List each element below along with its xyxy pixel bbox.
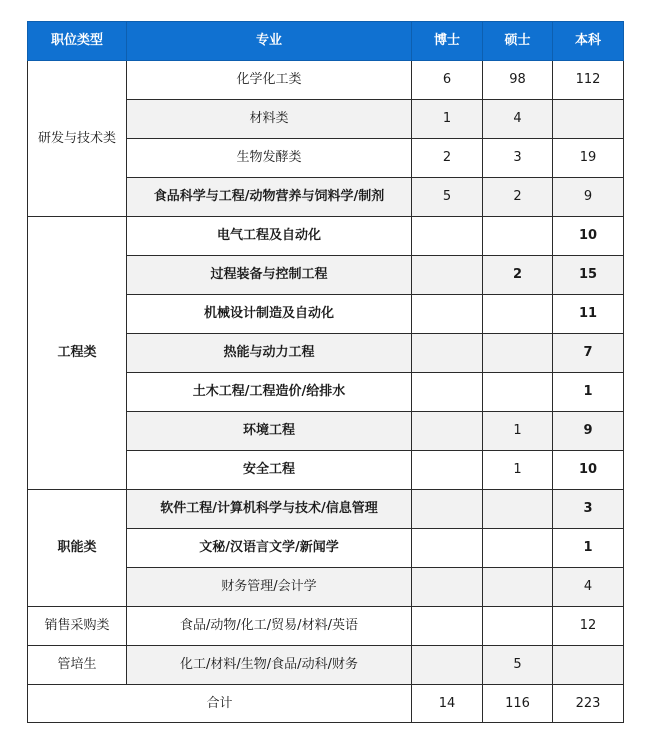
master-cell: 2 bbox=[483, 178, 553, 217]
master-cell bbox=[483, 607, 553, 646]
master-cell bbox=[483, 217, 553, 256]
major-cell: 化工/材料/生物/食品/动科/财务 bbox=[127, 646, 412, 685]
category-cell: 销售采购类 bbox=[28, 607, 127, 646]
header-bachelor: 本科 bbox=[553, 22, 624, 61]
header-major: 专业 bbox=[127, 22, 412, 61]
bachelor-cell: 19 bbox=[553, 139, 624, 178]
bachelor-cell: 1 bbox=[553, 373, 624, 412]
bachelor-cell: 3 bbox=[553, 490, 624, 529]
major-cell: 生物发酵类 bbox=[127, 139, 412, 178]
header-master: 硕士 bbox=[483, 22, 553, 61]
table-row bbox=[28, 490, 624, 529]
master-cell bbox=[483, 373, 553, 412]
header-phd: 博士 bbox=[412, 22, 483, 61]
bachelor-cell: 112 bbox=[553, 61, 624, 100]
major-cell: 食品/动物/化工/贸易/材料/英语 bbox=[127, 607, 412, 646]
phd-cell: 6 bbox=[412, 61, 483, 100]
table-row bbox=[28, 61, 624, 100]
master-cell: 4 bbox=[483, 100, 553, 139]
major-cell: 财务管理/会计学 bbox=[127, 568, 412, 607]
phd-cell: 2 bbox=[412, 139, 483, 178]
master-cell: 1 bbox=[483, 412, 553, 451]
bachelor-cell: 11 bbox=[553, 295, 624, 334]
phd-cell bbox=[412, 412, 483, 451]
phd-cell bbox=[412, 490, 483, 529]
master-cell bbox=[483, 529, 553, 568]
bachelor-cell: 10 bbox=[553, 451, 624, 490]
table-row bbox=[28, 646, 624, 685]
major-cell: 环境工程 bbox=[127, 412, 412, 451]
major-cell: 土木工程/工程造价/给排水 bbox=[127, 373, 412, 412]
phd-cell bbox=[412, 334, 483, 373]
master-cell bbox=[483, 295, 553, 334]
bachelor-cell: 7 bbox=[553, 334, 624, 373]
master-cell bbox=[483, 334, 553, 373]
master-cell: 2 bbox=[483, 256, 553, 295]
major-cell: 机械设计制造及自动化 bbox=[127, 295, 412, 334]
major-cell: 电气工程及自动化 bbox=[127, 217, 412, 256]
phd-cell: 1 bbox=[412, 100, 483, 139]
category-cell: 工程类 bbox=[28, 217, 127, 490]
total-label: 合计 bbox=[28, 685, 412, 723]
bachelor-cell bbox=[553, 100, 624, 139]
phd-cell bbox=[412, 646, 483, 685]
master-cell bbox=[483, 568, 553, 607]
major-cell: 化学化工类 bbox=[127, 61, 412, 100]
phd-cell bbox=[412, 373, 483, 412]
total-bachelor: 223 bbox=[553, 685, 624, 723]
phd-cell bbox=[412, 217, 483, 256]
major-cell: 热能与动力工程 bbox=[127, 334, 412, 373]
major-cell: 软件工程/计算机科学与技术/信息管理 bbox=[127, 490, 412, 529]
master-cell: 5 bbox=[483, 646, 553, 685]
phd-cell bbox=[412, 607, 483, 646]
phd-cell bbox=[412, 295, 483, 334]
bachelor-cell: 9 bbox=[553, 178, 624, 217]
major-cell: 食品科学与工程/动物营养与饲料学/制剂 bbox=[127, 178, 412, 217]
category-cell: 职能类 bbox=[28, 490, 127, 607]
header-row bbox=[28, 22, 624, 61]
major-cell: 文秘/汉语言文学/新闻学 bbox=[127, 529, 412, 568]
bachelor-cell: 12 bbox=[553, 607, 624, 646]
phd-cell bbox=[412, 256, 483, 295]
major-cell: 材料类 bbox=[127, 100, 412, 139]
bachelor-cell: 4 bbox=[553, 568, 624, 607]
total-row bbox=[28, 685, 624, 723]
phd-cell bbox=[412, 568, 483, 607]
bachelor-cell: 10 bbox=[553, 217, 624, 256]
total-phd: 14 bbox=[412, 685, 483, 723]
phd-cell bbox=[412, 451, 483, 490]
total-master: 116 bbox=[483, 685, 553, 723]
master-cell bbox=[483, 490, 553, 529]
major-cell: 过程装备与控制工程 bbox=[127, 256, 412, 295]
bachelor-cell: 9 bbox=[553, 412, 624, 451]
master-cell: 98 bbox=[483, 61, 553, 100]
recruitment-table bbox=[27, 21, 624, 723]
phd-cell bbox=[412, 529, 483, 568]
table-row bbox=[28, 607, 624, 646]
category-cell: 管培生 bbox=[28, 646, 127, 685]
bachelor-cell bbox=[553, 646, 624, 685]
category-cell: 研发与技术类 bbox=[28, 61, 127, 217]
header-category: 职位类型 bbox=[28, 22, 127, 61]
master-cell: 1 bbox=[483, 451, 553, 490]
table-row bbox=[28, 217, 624, 256]
major-cell: 安全工程 bbox=[127, 451, 412, 490]
phd-cell: 5 bbox=[412, 178, 483, 217]
bachelor-cell: 15 bbox=[553, 256, 624, 295]
bachelor-cell: 1 bbox=[553, 529, 624, 568]
master-cell: 3 bbox=[483, 139, 553, 178]
